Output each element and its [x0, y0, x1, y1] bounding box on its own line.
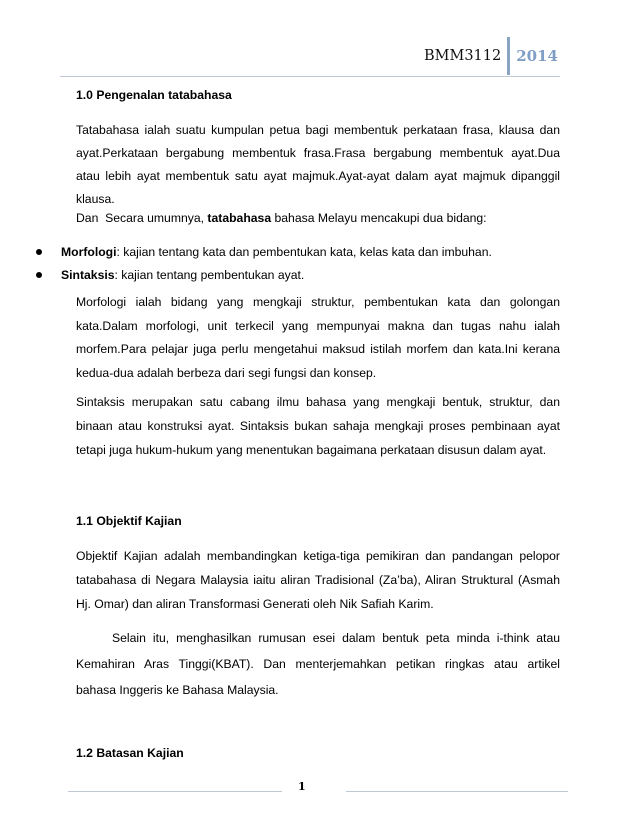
header-rule [60, 76, 560, 77]
footer-rule-left [68, 791, 282, 792]
paragraph-line: ayat.Perkataan bergabung membentuk frasa.Frasa bergabung membentuk ayat.Dua [76, 146, 560, 160]
list-item-morfologi [36, 245, 566, 259]
paragraph-line: tatabahasa di Negara Malaysia iaitu aliran Tradisional (Za’ba), Aliran Struktural (Asmah [76, 573, 560, 587]
paragraph-tatabahasa-definition [76, 119, 560, 211]
list-text: : kajian tentang kata dan pembentukan kata, kelas kata dan imbuhan. [116, 245, 492, 259]
paragraph-two-fields [76, 207, 560, 230]
paragraph-morfologi [76, 291, 560, 385]
paragraph-line: kata.Dalam morfologi, unit terkecil yang mempunyai makna dan tugas nahu ialah [76, 318, 560, 333]
list-term: Morfologi [61, 245, 117, 259]
paragraph-line: Hj. Omar) dan aliran Transformasi Generati oleh Nik Safiah Karim. [76, 597, 434, 611]
paragraph-line: morfem.Para pelajar juga perlu mengetahui maksud istilah morfem dan kata.Ini kerana [76, 342, 560, 356]
paragraph-sintaksis [76, 390, 560, 462]
list-item-sintaksis [36, 268, 566, 282]
bullet-icon [36, 272, 42, 278]
paragraph-line: bahasa Inggeris ke Bahasa Malaysia. [76, 683, 279, 697]
paragraph-line: Sintaksis merupakan satu cabang ilmu bahasa yang mengkaji bentuk, struktur, dan [76, 395, 560, 409]
list-term: Sintaksis [61, 268, 115, 282]
paragraph-line: kedua-dua adalah berbeza dari segi fungsi dan konsep. [76, 365, 377, 380]
paragraph-line: atau lebih ayat membentuk satu ayat majmuk.Ayat-ayat dalam ayat majmuk dipanggil [76, 169, 560, 183]
paragraph-line: Morfologi ialah bidang yang mengkaji struktur, pembentukan kata dan golongan [76, 295, 560, 309]
course-code: BMM3112 [423, 48, 502, 64]
page-header [424, 36, 558, 76]
paragraph-line: Tatabahasa ialah suatu kumpulan petua bagi membentuk perkataan frasa, klausa dan [76, 123, 560, 137]
section-heading-batasan: 1.2 Batasan Kajian [76, 746, 184, 760]
paragraph-line: binaan atau konstruksi ayat. Sintaksis bukan sahaja mengkaji proses pembinaan ayat [76, 419, 560, 433]
paragraph-line: Objektif Kajian adalah membandingkan ketiga-tiga pemikiran dan pandangan pelopor [76, 549, 560, 563]
paragraph-text: bahasa Melayu mencakupi dua bidang: [271, 211, 487, 225]
bullet-icon [36, 249, 42, 255]
section-heading-pengenalan: 1.0 Pengenalan tatabahasa [76, 88, 232, 102]
paragraph-text: Dan Secara umumnya, [76, 211, 208, 225]
paragraph-line: klausa. [76, 192, 115, 206]
paragraph-line: Kemahiran Aras Tinggi(KBAT). Dan menterjemahkan petikan ringkas atau artikel [76, 657, 560, 671]
list-text: : kajian tentang pembentukan ayat. [114, 268, 305, 282]
section-heading-objektif: 1.1 Objektif Kajian [76, 514, 182, 528]
emphasis-tatabahasa: tatabahasa [207, 211, 272, 225]
header-year: 2014 [516, 47, 558, 65]
page-number: 1 [298, 780, 306, 793]
paragraph-selain-itu [76, 625, 560, 703]
paragraph-line: Selain itu, menghasilkan rumusan esei dalam bentuk peta minda i-think atau [112, 631, 560, 645]
footer-rule-right [346, 791, 568, 792]
paragraph-line: tetapi juga hukum-hukum yang menentukan bagaimana perkataan disusun dalam ayat. [76, 443, 547, 457]
paragraph-objektif [76, 544, 560, 616]
